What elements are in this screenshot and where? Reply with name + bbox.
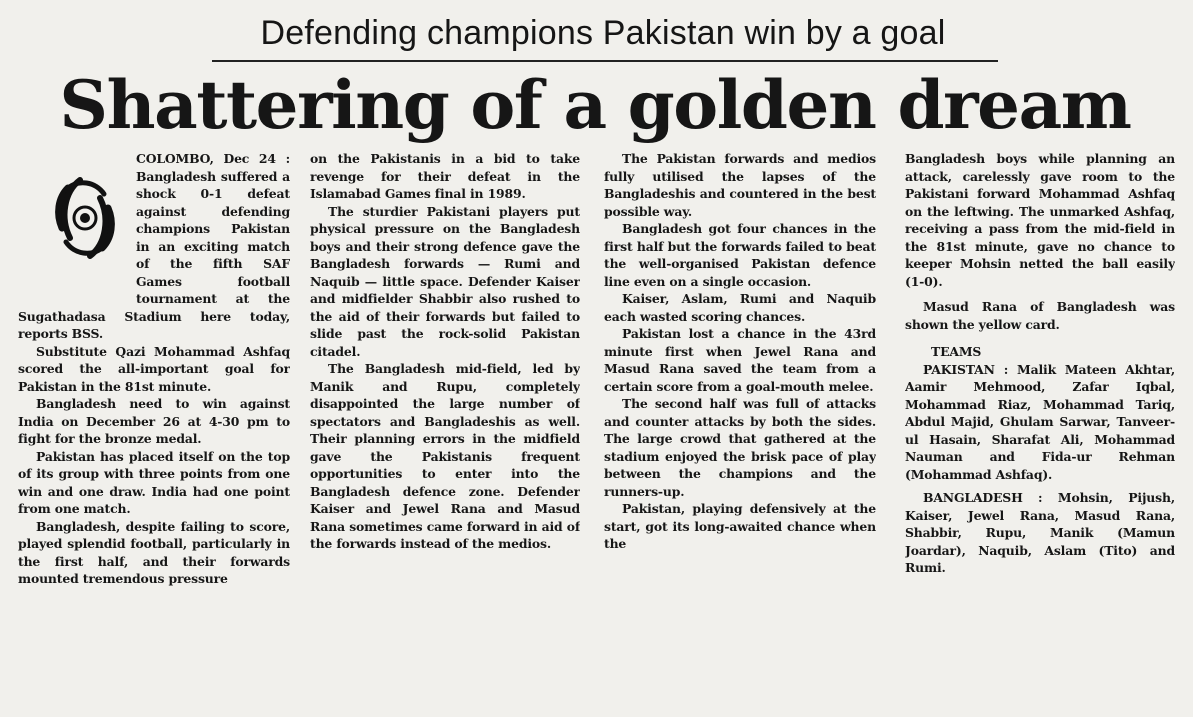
team-list-bangladesh: BANGLADESH : Mohsin, Pijush, Kaiser, Jewel Rana, Masud Rana, Shabbir, Rupu, Manik (Mamun Joardar), Naquib, Aslam (Tito) and Rumi. [905,490,1175,575]
paragraph: COLOMBO, Dec 24 : Bangladesh suffered a shock 0-1 defeat against defending champions Pakistan in an exciting match of the fifth SAF Games football tournament at the Sugathadasa Stadium here today, reports BSS. [18,151,290,341]
main-headline: Shattering of a golden dream [59,66,1131,144]
paragraph: Bangladesh, despite failing to score, played splendid football, particularly in the first half, and their forwards mounted tremendous pressure [18,518,290,586]
paragraph: Pakistan has placed itself on the top of its group with three points from one win and one draw. India had one point from one match. [18,448,290,516]
kicker-headline: Defending champions Pakistan win by a goal [260,14,946,52]
paragraph: The Bangladesh mid-field, led by Manik and Rupu, completely disappointed the large number of spectators and Bangladeshis as well. Their planning errors in the midfield gave the Pakistanis frequent opportunities to enter into the Bangladesh defence zone. Defender Kaiser and Jewel Rana and Masud Rana sometimes came forward in aid of the forwards instead of the medios. [310,361,580,551]
article-column-3 [604,150,876,710]
paragraph: Pakistan, playing defensively at the start, got its long-awaited chance when the [604,501,876,551]
paragraph: Bangladesh boys while planning an attack, carelessly gave room to the Pakistani forward Mohammad Ashfaq on the leftwing. The unmarked Ashfaq, receiving a pass from the mid-field in the 81st minute, gave no chance to keeper Mohsin netted the ball easily (1-0). [905,151,1175,289]
article-column-4 [905,150,1175,710]
paragraph: Pakistan lost a chance in the 43rd minute first when Jewel Rana and Masud Rana saved the team from a certain score from a goal-mouth melee. [604,326,876,394]
paragraph: The Pakistan forwards and medios fully utilised the lapses of the Bangladeshis and countered in the best possible way. [604,151,876,219]
paragraph: Kaiser, Aslam, Rumi and Naquib each wasted scoring chances. [604,291,876,324]
article-column-1 [18,150,290,710]
teams-heading: TEAMS [931,344,982,359]
paragraph: Bangladesh need to win against India on December 26 at 4-30 pm to fight for the bronze medal. [18,396,290,446]
article-column-2 [310,150,580,710]
paragraph: Masud Rana of Bangladesh was shown the yellow card. [905,299,1175,332]
team-list-pakistan: PAKISTAN : Malik Mateen Akhtar, Aamir Mehmood, Zafar Iqbal, Mohammad Riaz, Mohammad Tariq, Abdul Majid, Ghulam Sarwar, Tanveer-ul Hasain, Sharafat Ali, Mohammad Nauman and Fida-ur Rehman (Mohammad Ashfaq). [905,361,1175,482]
paragraph: Bangladesh got four chances in the first half but the forwards failed to beat the well-organised Pakistan defence line even on a single occasion. [604,221,876,289]
paragraph: The sturdier Pakistani players put physical pressure on the Bangladesh boys and their strong defence gave the Bangladesh forwards — Rumi and Naquib — little space. Defender Kaiser and midfielder Shabbir also rushed to the aid of their forwards but failed to slide past the rock-solid Pakistan citadel. [310,203,580,359]
paragraph: Substitute Qazi Mohammad Ashfaq scored the all-important goal for Pakistan in the 81st minute. [18,343,290,394]
paragraph: The second half was full of attacks and counter attacks by both the sides. The large crowd that gathered at the stadium enjoyed the brisk pace of play between the champions and the runners-up. [604,396,876,499]
logo-float-space [18,150,136,300]
paragraph: on the Pakistanis in a bid to take revenge for their defeat in the Islamabad Games final in 1989. [310,151,580,201]
